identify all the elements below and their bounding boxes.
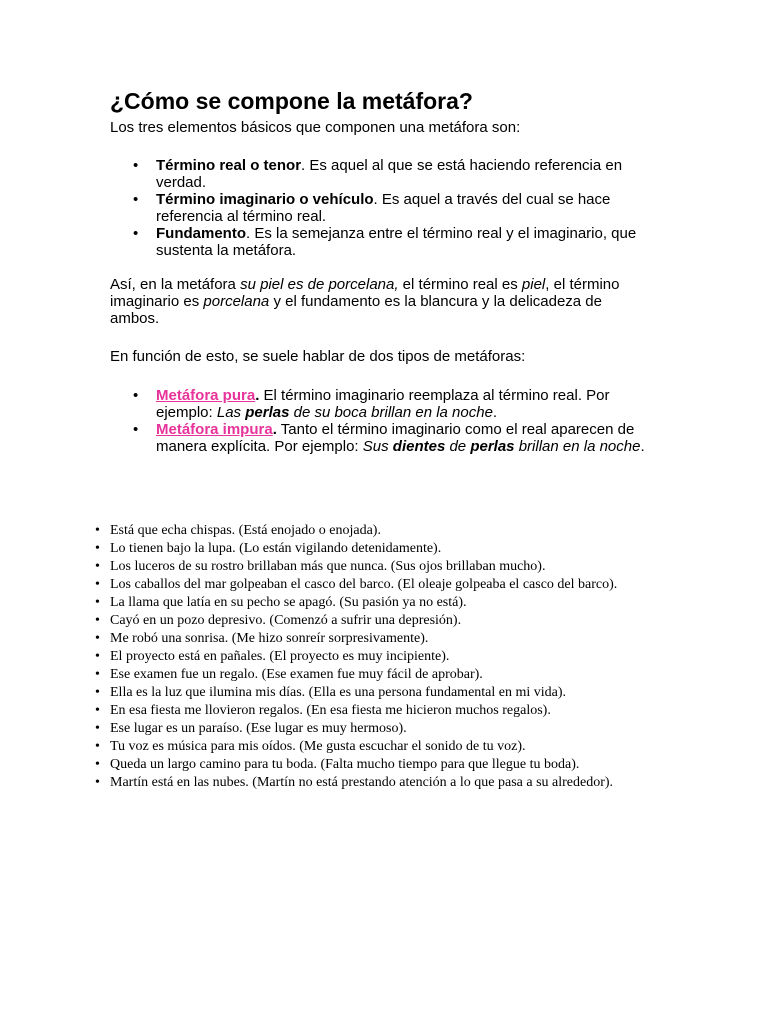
example-text: Cayó en un pozo depresivo. (Comenzó a sufrir una depresión). xyxy=(110,613,462,628)
term-description: . Es aquel al que se está haciendo referencia en verdad. xyxy=(156,157,623,191)
list-item xyxy=(95,720,670,738)
elements-list xyxy=(110,157,670,259)
bold-italic-run: perlas xyxy=(245,404,290,421)
bullet: • xyxy=(95,685,100,700)
bullet: • xyxy=(95,721,100,736)
italic-run: porcelana xyxy=(203,293,270,310)
example-text: La llama que latía en su pecho se apagó. (Su pasión ya no está). xyxy=(110,595,467,610)
types-intro: En función de esto, se suele hablar de dos tipos de metáforas: xyxy=(110,348,526,365)
metafora-impura-link[interactable]: Metáfora impura xyxy=(156,421,273,438)
italic-run: su piel es de porcelana, xyxy=(240,276,399,293)
example-text: Lo tienen bajo la lupa. (Lo están vigilando detenidamente). xyxy=(110,541,442,556)
list-item xyxy=(95,702,670,720)
bullet: • xyxy=(95,613,100,628)
list-item xyxy=(95,612,670,630)
italic-run: piel xyxy=(521,276,546,293)
italic-run: Las xyxy=(216,404,246,421)
bullet: • xyxy=(95,757,100,772)
example-text: Me robó una sonrisa. (Me hizo sonreír sorpresivamente). xyxy=(110,631,429,646)
example-paragraph xyxy=(110,276,650,327)
list-item xyxy=(95,684,670,702)
list-item xyxy=(110,225,670,259)
list-item xyxy=(95,594,670,612)
bullet: • xyxy=(95,667,100,682)
term-label: Fundamento xyxy=(156,225,246,242)
list-item xyxy=(95,738,670,756)
example-text: Queda un largo camino para tu boda. (Falta mucho tiempo para que llegue tu boda). xyxy=(110,757,580,772)
term-label: Término real o tenor xyxy=(156,157,302,174)
italic-run: Sus xyxy=(362,438,393,455)
bullet: • xyxy=(95,775,100,790)
example-text: Los luceros de su rostro brillaban más que nunca. (Sus ojos brillaban mucho). xyxy=(110,559,546,574)
list-item xyxy=(95,540,670,558)
example-text: En esa fiesta me llovieron regalos. (En esa fiesta me hicieron muchos regalos). xyxy=(110,703,551,718)
list-item xyxy=(95,558,670,576)
italic-run: brillan en la noche xyxy=(514,438,641,455)
text-run: . xyxy=(272,421,277,438)
text-run: El término imaginario reemplaza al término real. Por ejemplo: xyxy=(156,387,610,421)
metafora-pura-link[interactable]: Metáfora pura xyxy=(156,387,256,404)
italic-run: de su boca brillan en la noche xyxy=(289,404,493,421)
intro-text: Los tres elementos básicos que componen una metáfora son: xyxy=(110,119,521,136)
term-label: Término imaginario o vehículo xyxy=(156,191,374,208)
text-run: el término real es xyxy=(398,276,522,293)
list-item xyxy=(95,522,670,540)
example-text: Ese lugar es un paraíso. (Ese lugar es muy hermoso). xyxy=(110,721,407,736)
term-description: . Es aquel a través del cual se hace referencia al término real. xyxy=(156,191,611,225)
text-run: Tanto el término imaginario como el real aparecen de manera explícita. Por ejemplo: xyxy=(156,421,635,455)
example-text: Martín está en las nubes. (Martín no está prestando atención a lo que pasa a su alrededor). xyxy=(110,775,614,790)
list-item xyxy=(95,630,670,648)
list-item xyxy=(95,756,670,774)
bold-italic-run: dientes xyxy=(392,438,446,455)
bullet: • xyxy=(95,703,100,718)
text-run: y el fundamento es la blancura y la delicadeza de ambos. xyxy=(110,293,602,327)
bold-italic-run: perlas xyxy=(470,438,515,455)
text-run: , el término imaginario es xyxy=(110,276,620,310)
bullet: • xyxy=(95,595,100,610)
list-item xyxy=(110,387,670,421)
examples-list xyxy=(95,522,670,792)
text-run: . xyxy=(492,404,498,421)
text-run: . xyxy=(255,387,260,404)
term-description: . Es la semejanza entre el término real y el imaginario, que sustenta la metáfora. xyxy=(156,225,637,259)
bullet: • xyxy=(95,541,100,556)
list-item xyxy=(110,191,670,225)
bullet: • xyxy=(95,577,100,592)
example-text: Ella es la luz que ilumina mis días. (Ella es una persona fundamental en mi vida). xyxy=(110,685,567,700)
list-item xyxy=(110,157,670,191)
example-text: Ese examen fue un regalo. (Ese examen fue muy fácil de aprobar). xyxy=(110,667,483,682)
list-item xyxy=(95,774,670,792)
list-item xyxy=(95,648,670,666)
bullet: • xyxy=(95,631,100,646)
list-item xyxy=(95,666,670,684)
example-text: Tu voz es música para mis oídos. (Me gusta escuchar el sonido de tu voz). xyxy=(110,739,526,754)
list-item xyxy=(110,421,670,455)
bullet: • xyxy=(95,523,100,538)
text-run: Así, en la metáfora xyxy=(110,276,241,293)
bullet: • xyxy=(95,559,100,574)
text-run: . xyxy=(640,438,645,455)
example-text: Está que echa chispas. (Está enojado o enojada). xyxy=(110,523,381,538)
example-text: El proyecto está en pañales. (El proyecto es muy incipiente). xyxy=(110,649,450,664)
bullet: • xyxy=(95,649,100,664)
list-item xyxy=(95,576,670,594)
page-title: ¿Cómo se compone la metáfora? xyxy=(110,88,473,114)
italic-run: de xyxy=(445,438,471,455)
types-list xyxy=(110,387,670,455)
example-text: Los caballos del mar golpeaban el casco del barco. (El oleaje golpeaba el casco del barco). xyxy=(110,577,618,592)
bullet: • xyxy=(95,739,100,754)
